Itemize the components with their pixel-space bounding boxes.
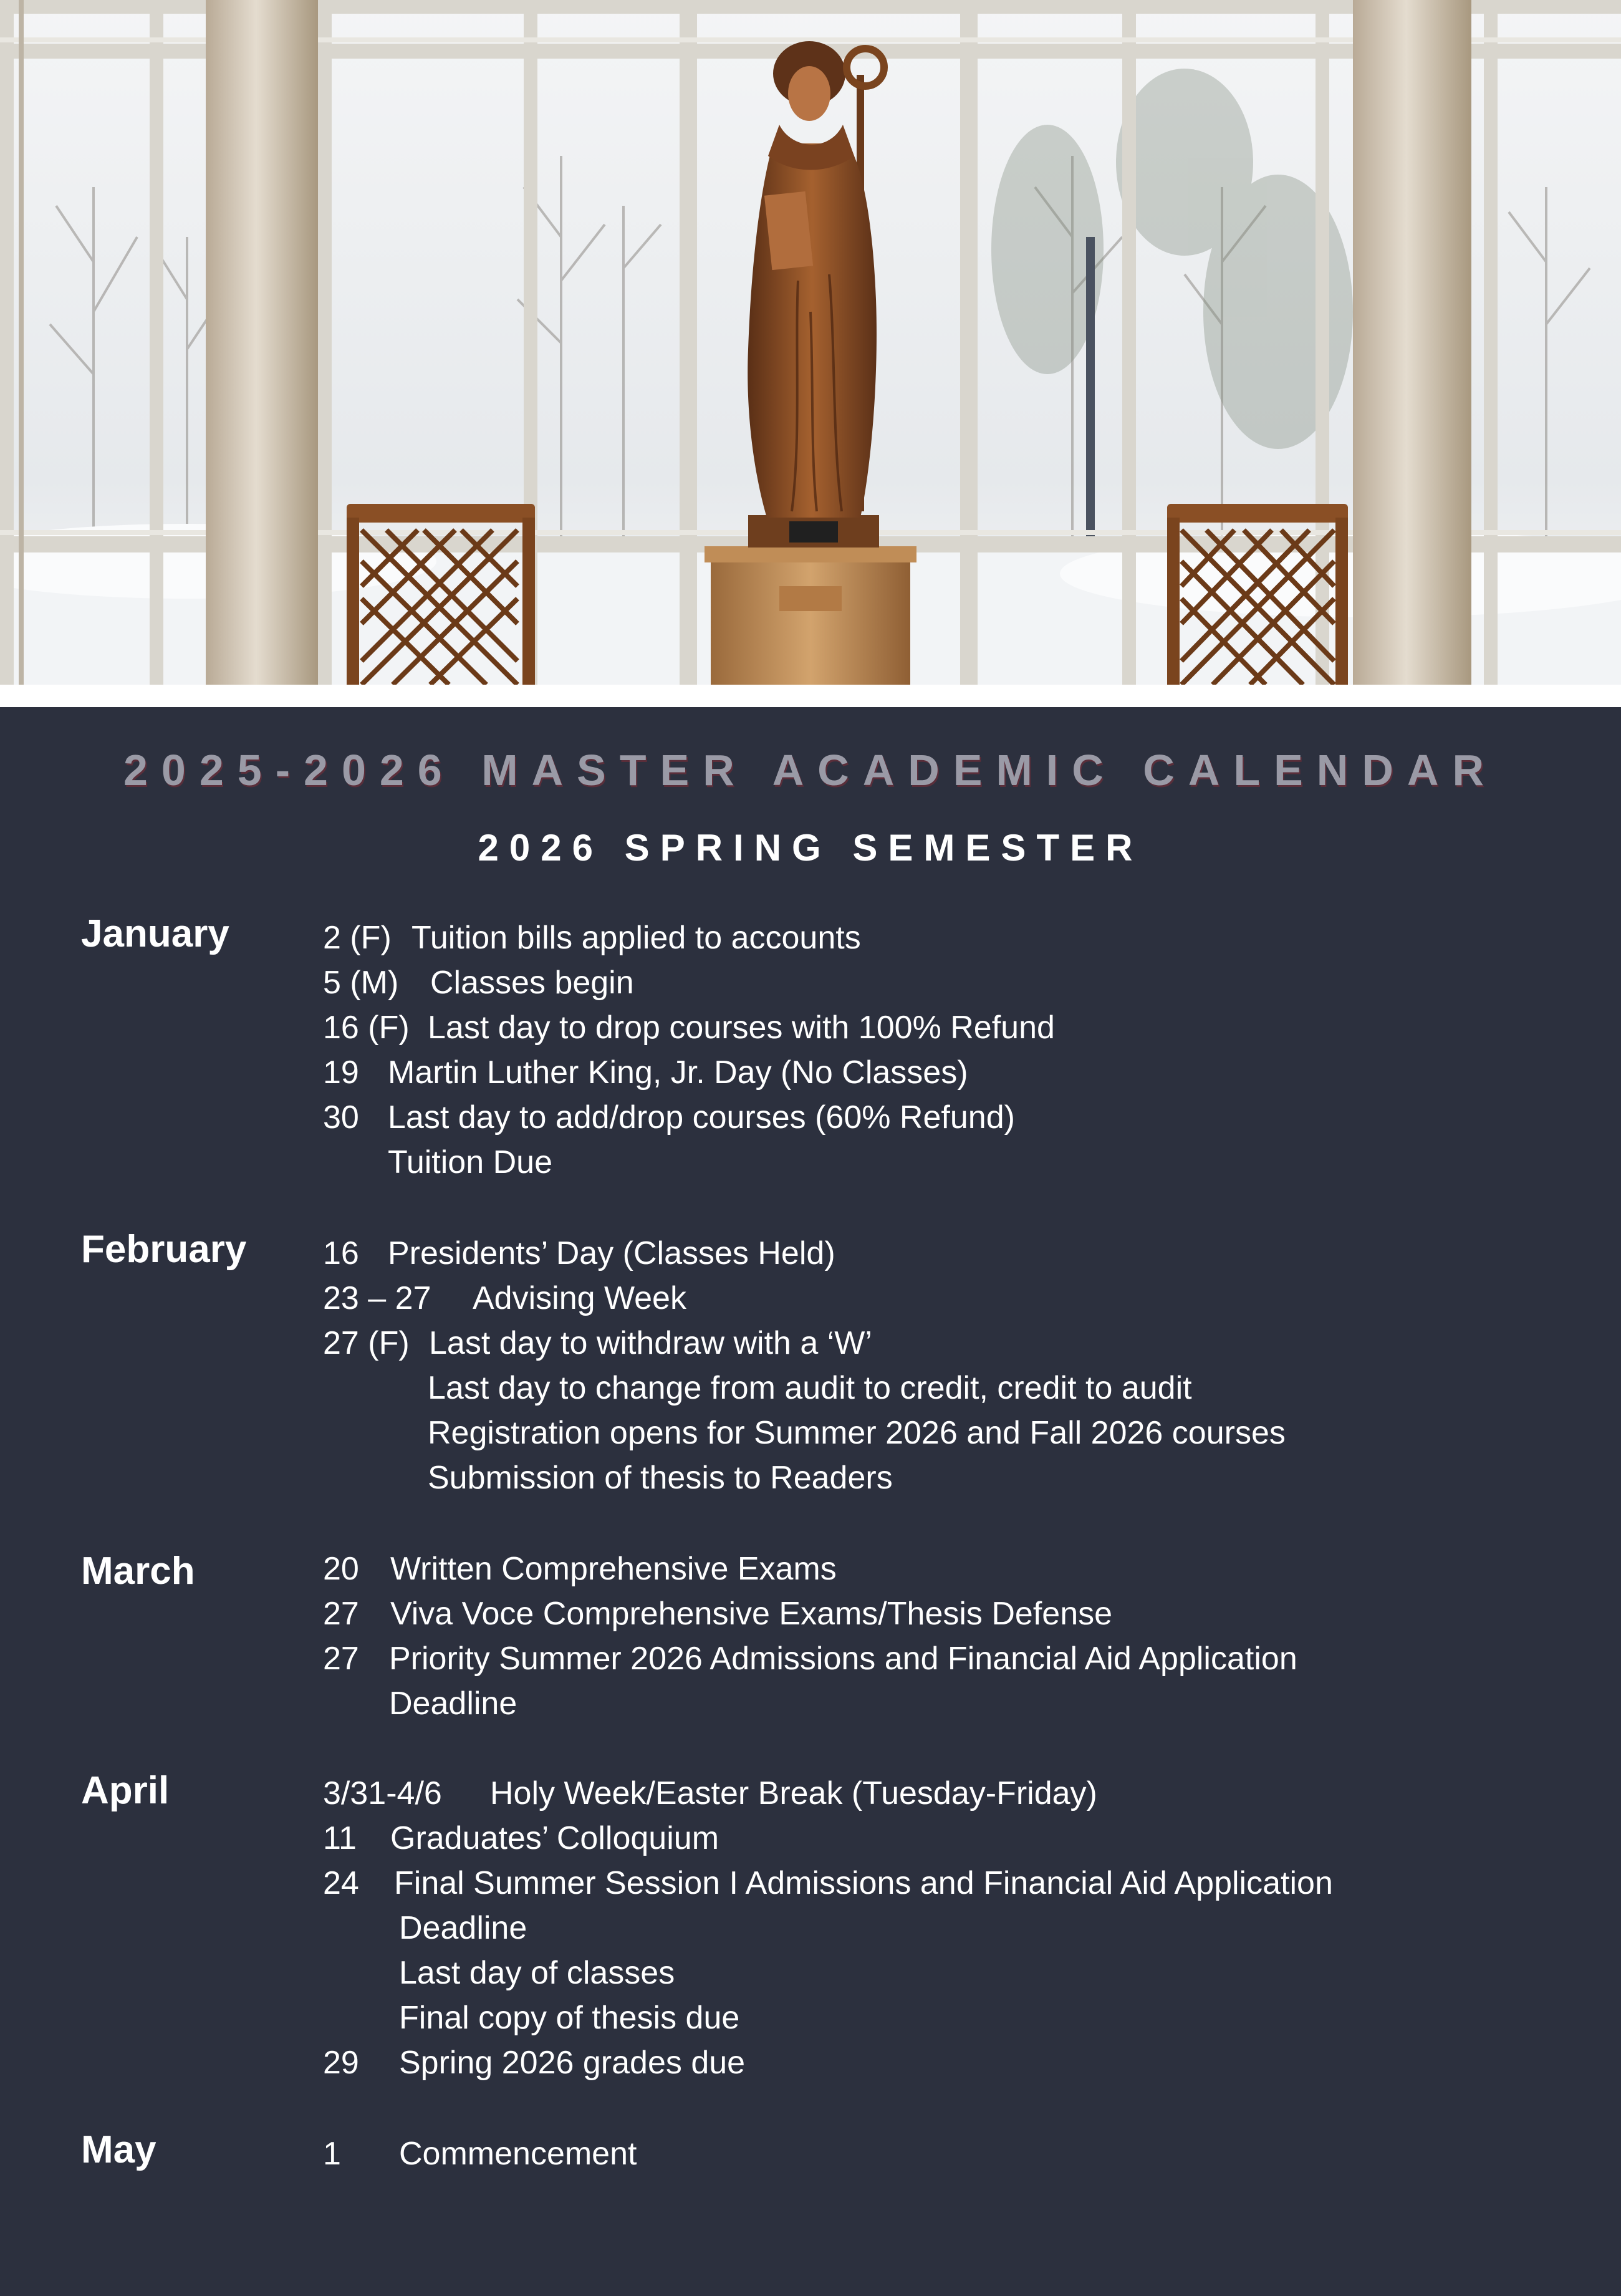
list-item <box>399 2002 739 2034</box>
entry-date: 30 <box>323 1099 359 1136</box>
entry-text: Tuition Due <box>388 1144 552 1180</box>
entry-text: Final Summer Session I Admissions and Financial Aid Application <box>394 1865 1333 1901</box>
list-item <box>428 1417 1286 1449</box>
entry-text: Final copy of thesis due <box>399 2000 740 2036</box>
entry-text: Last day to drop courses with 100% Refund <box>428 1010 1055 1046</box>
entry-date: 27 <box>323 1596 359 1632</box>
entry-date: 16 (F) <box>323 1010 410 1046</box>
month-may: May <box>81 2128 156 2171</box>
month-february: February <box>81 1228 247 1271</box>
list-item <box>323 2138 637 2170</box>
entry-text: Last day of classes <box>399 1955 675 1991</box>
entry-text: Priority Summer 2026 Admissions and Financial Aid Application <box>389 1641 1297 1677</box>
entry-text: Martin Luther King, Jr. Day (No Classes) <box>388 1054 968 1091</box>
list-item <box>323 1777 1097 1810</box>
entry-date: 23 – 27 <box>323 1280 431 1316</box>
entry-text: Submission of thesis to Readers <box>428 1460 893 1496</box>
entry-text: Spring 2026 grades due <box>399 2045 746 2081</box>
entry-text: Last day to change from audit to credit, credit to audit <box>428 1370 1192 1406</box>
entry-date: 27 <box>323 1641 359 1677</box>
list-item <box>323 1282 686 1314</box>
list-item <box>323 1598 1112 1630</box>
entry-date: 27 (F) <box>323 1325 410 1361</box>
entry-text: Last day to withdraw with a ‘W’ <box>429 1325 872 1361</box>
list-item <box>428 1462 893 1494</box>
entry-text: Classes begin <box>430 965 634 1001</box>
statue-photo-illustration <box>0 0 1621 685</box>
month-january: January <box>81 912 229 955</box>
entry-date: 5 (M) <box>323 965 399 1001</box>
list-item <box>388 1146 552 1179</box>
list-item <box>389 1687 517 1720</box>
entry-date: 24 <box>323 1865 359 1901</box>
entry-text: Presidents’ Day (Classes Held) <box>388 1235 835 1271</box>
list-item <box>323 1011 1055 1044</box>
list-item <box>323 1327 872 1359</box>
entry-text: Advising Week <box>473 1280 686 1316</box>
entry-text: Last day to add/drop courses (60% Refund) <box>388 1099 1015 1136</box>
list-item <box>323 1553 837 1585</box>
entry-date: 19 <box>323 1054 359 1091</box>
entry-date: 29 <box>323 2045 359 2081</box>
photo-border <box>0 685 1621 707</box>
list-item <box>428 1372 1192 1404</box>
entry-text: Viva Voce Comprehensive Exams/Thesis Defense <box>390 1596 1113 1632</box>
entry-text: Commencement <box>399 2136 637 2172</box>
month-april: April <box>81 1769 170 1812</box>
list-item <box>323 922 861 954</box>
list-item <box>323 1237 835 1270</box>
entry-date: 20 <box>323 1551 359 1587</box>
list-item <box>323 1056 968 1089</box>
list-item <box>399 1957 675 1989</box>
semester-title: 2026 SPRING SEMESTER <box>478 827 1143 869</box>
entry-text: Deadline <box>399 1910 527 1946</box>
list-item <box>323 1642 1297 1675</box>
list-item <box>399 1912 527 1944</box>
entry-text: Written Comprehensive Exams <box>390 1551 837 1587</box>
entry-text: Holy Week/Easter Break (Tuesday-Friday) <box>490 1775 1097 1811</box>
entry-text: Tuition bills applied to accounts <box>411 920 861 956</box>
month-march: March <box>81 1550 195 1593</box>
page-title: 2025-2026 MASTER ACADEMIC CALENDAR <box>123 746 1498 794</box>
entry-date: 16 <box>323 1235 359 1271</box>
list-item <box>323 1101 1015 1134</box>
list-item <box>323 967 634 999</box>
entry-text: Deadline <box>389 1686 517 1722</box>
list-item <box>323 1867 1333 1899</box>
list-item <box>323 1822 719 1855</box>
entry-date: 2 (F) <box>323 920 392 956</box>
entry-text: Graduates’ Colloquium <box>390 1820 719 1856</box>
entry-date: 1 <box>323 2136 341 2172</box>
entry-date: 11 <box>323 1820 357 1856</box>
entry-date: 3/31-4/6 <box>323 1775 442 1811</box>
list-item <box>323 2047 745 2079</box>
header-photo <box>0 0 1621 685</box>
entry-text: Registration opens for Summer 2026 and Fall 2026 courses <box>428 1415 1286 1451</box>
